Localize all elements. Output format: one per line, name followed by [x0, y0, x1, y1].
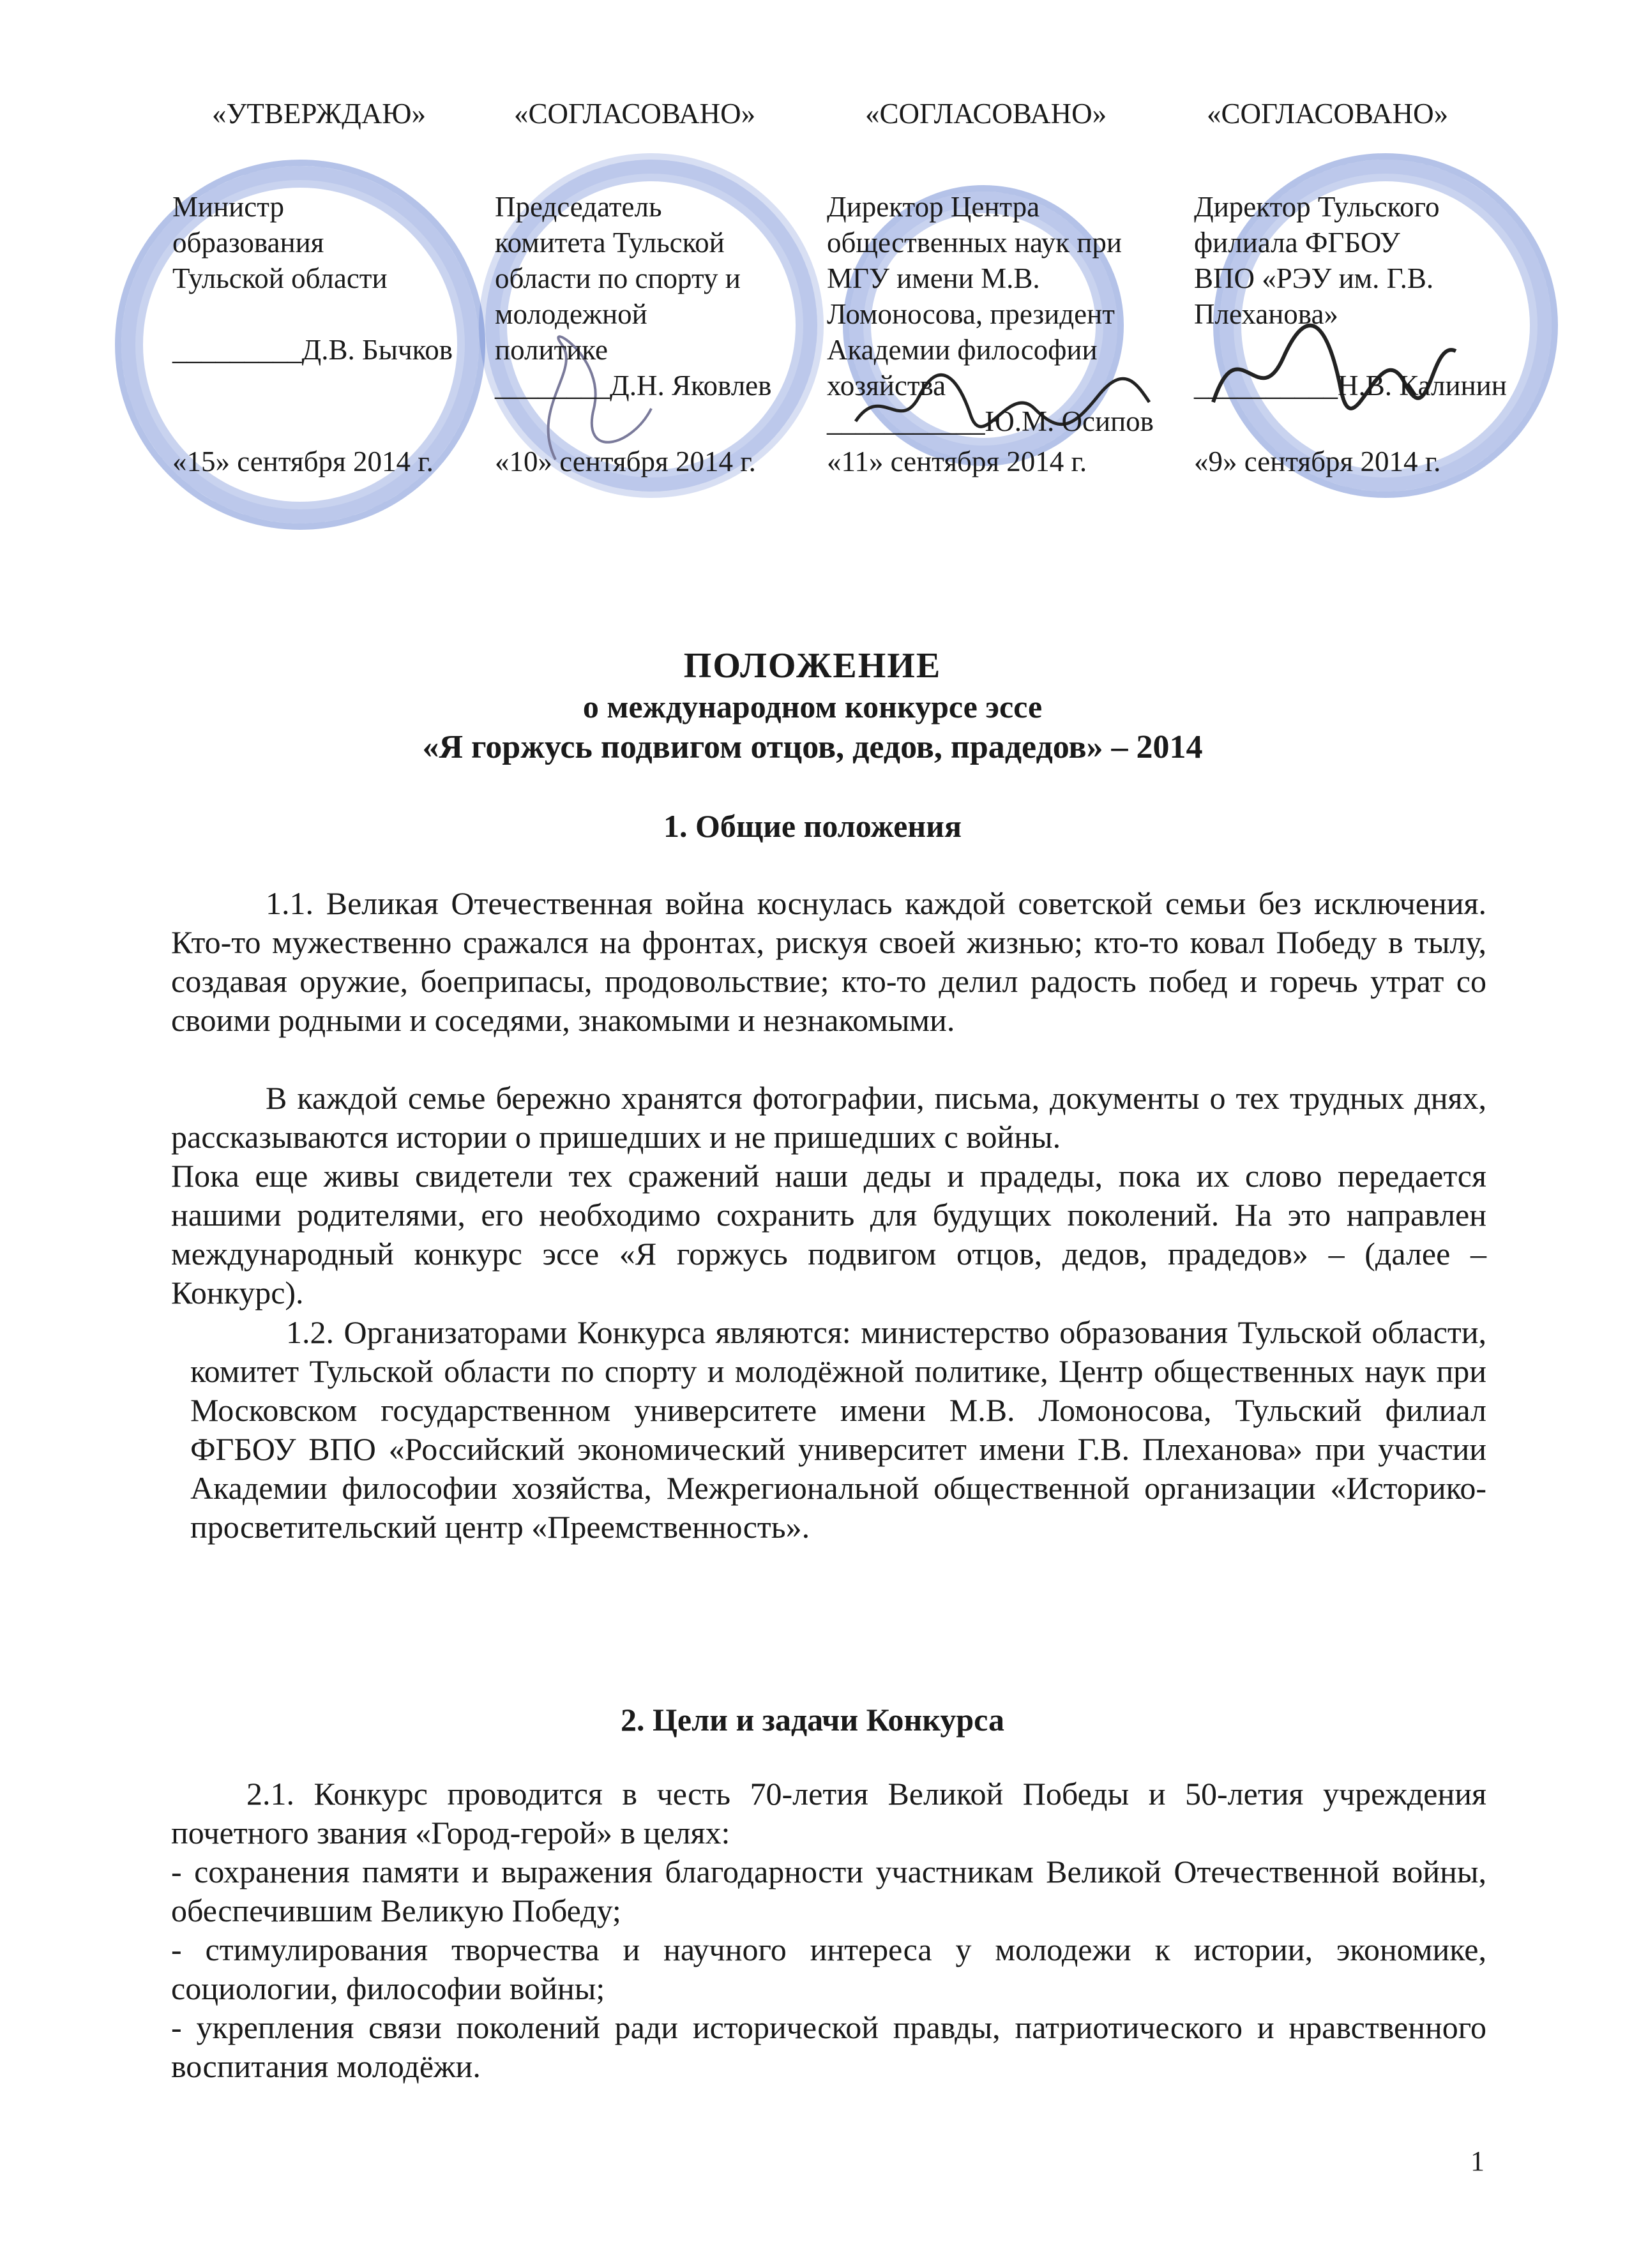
approval-heading: «СОГЛАСОВАНО»	[514, 98, 756, 130]
paragraph-1-1: 1.1. Великая Отечественная война коснулась каждой советской семьи без исключения. Кто-то мужественно сражался на фронтах, рискуя своей жизнью; кто-то ковал Победу в тылу, создавая оружие, боеприпасы, продовольствие; кто-то делил радость побед и горечь утрат со своими родными и соседями, знакомыми и незнакомыми.	[171, 885, 1486, 1038]
document-title	[0, 645, 1625, 769]
approval-line: Ломоносова, президент	[827, 298, 1115, 330]
approval-committee	[495, 96, 808, 477]
approval-line: Академии философии	[827, 334, 1098, 366]
paragraph-1-1-cont: В каждой семье бережно хранятся фотографии, письма, документы о тех трудных днях, рассказываются истории о пришедших и не пришедших с войны.	[171, 1080, 1486, 1155]
page-number: 1	[1470, 2145, 1485, 2177]
approval-line: Директор Центра	[827, 191, 1040, 223]
approval-line: общественных наук при	[827, 227, 1122, 259]
approval-signer: _________Д.В. Бычков	[172, 334, 453, 366]
approval-line: образования	[172, 227, 324, 259]
title-main: ПОЛОЖЕНИЕ	[683, 646, 942, 686]
approval-line: Председатель	[495, 191, 662, 223]
approval-signer: ___________Ю.М. Осипов	[827, 405, 1154, 437]
approval-line: ВПО «РЭУ им. Г.В.	[1194, 262, 1434, 294]
goal-item: - укрепления связи поколений ради исторической правды, патриотического и нравственного воспитания молодёжи.	[171, 2009, 1486, 2084]
approval-ministry	[172, 96, 472, 477]
approval-line: филиала ФГБОУ	[1194, 227, 1400, 259]
approval-date: «9» сентября 2014 г.	[1194, 446, 1441, 477]
approval-heading: «СОГЛАСОВАНО»	[1207, 98, 1449, 130]
approval-header	[0, 96, 1625, 504]
approval-msu-center	[827, 96, 1159, 477]
approval-line: области по спорту и	[495, 262, 741, 294]
title-contest-name: «Я горжусь подвигом отцов, дедов, прадедов» – 2014	[422, 729, 1203, 765]
paragraph-1-1-witnesses: Пока еще живы свидетели тех сражений наши деды и прадеды, пока их слово передается нашими родителями, его необходимо сохранить для будущих поколений. На это направлен международный конкурс эссе «Я горжусь подвигом отцов, дедов, прадедов» – (далее – Конкурс).	[171, 1158, 1486, 1310]
goal-item: - сохранения памяти и выражения благодарности участникам Великой Отечественной войны, обеспечившим Великую Победу;	[171, 1854, 1486, 1928]
approval-heading: «СОГЛАСОВАНО»	[865, 98, 1107, 130]
approval-heading: «УТВЕРЖДАЮ»	[212, 98, 427, 130]
approval-line: Плеханова»	[1194, 298, 1338, 330]
approval-line: политике	[495, 334, 608, 366]
approval-date: «15» сентября 2014 г.	[172, 446, 434, 477]
approval-line: Министр	[172, 191, 284, 223]
approval-date: «10» сентября 2014 г.	[495, 446, 756, 477]
paragraph-1-2: 1.2. Организаторами Конкурса являются: министерство образования Тульской области, комитет Тульской области по спорту и молодёжной политике, Центр общественных наук при Московском государственном университете имени М.В. Ломоносова, Тульский филиал ФГБОУ ВПО «Российский экономический университет имени Г.В. Плеханова» при участии Академии философии хозяйства, Межрегиональной общественной организации «Историко-просветительский центр «Преемственность».	[190, 1314, 1486, 1545]
title-sub: о международном конкурсе эссе	[582, 689, 1043, 725]
approval-date: «11» сентября 2014 г.	[827, 446, 1087, 477]
approval-line: хозяйства	[827, 370, 946, 402]
approval-signer: ________Д.Н. Яковлев	[495, 370, 772, 402]
approval-line: молодежной	[495, 298, 647, 330]
paragraph-2-1: 2.1. Конкурс проводится в честь 70-летия Великой Победы и 50-летия учреждения почетного звания «Город-герой» в целях:	[171, 1776, 1486, 1851]
section-heading-goals: 2. Цели и задачи Конкурса	[621, 1702, 1004, 1738]
approval-line: Директор Тульского	[1194, 191, 1440, 223]
approval-line: Тульской области	[172, 262, 388, 294]
goal-item: - стимулирования творчества и научного интереса у молодежи к истории, экономике, социологии, философии войны;	[171, 1932, 1486, 2006]
approval-signer: __________Н.В. Калинин	[1194, 370, 1507, 402]
approval-line: МГУ имени М.В.	[827, 262, 1040, 294]
section-heading-general: 1. Общие положения	[663, 808, 962, 844]
approval-reu-filial	[1194, 96, 1507, 477]
approval-line: комитета Тульской	[495, 227, 725, 259]
